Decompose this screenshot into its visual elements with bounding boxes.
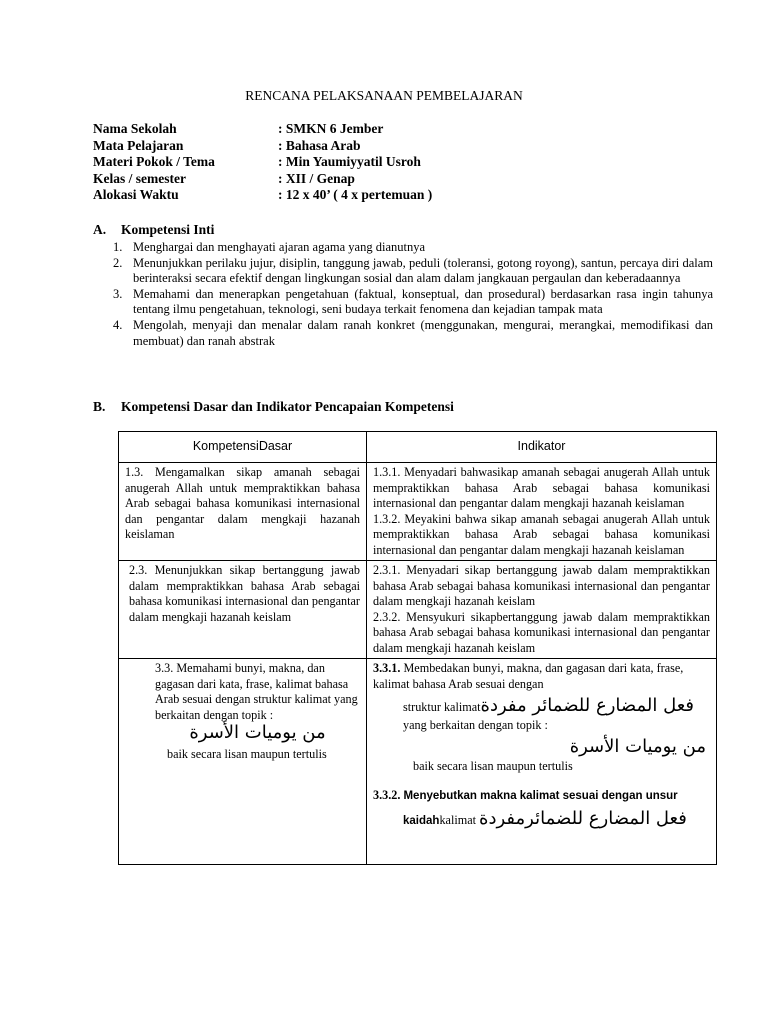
item-number: 4. bbox=[113, 317, 123, 332]
list-item bbox=[113, 240, 713, 256]
kd-cell bbox=[119, 463, 367, 561]
kalimat-label: kalimat bbox=[439, 812, 476, 827]
info-key: Nama Sekolah bbox=[93, 121, 177, 136]
section-a-heading bbox=[93, 222, 214, 238]
table-row bbox=[119, 659, 717, 865]
competency-table bbox=[118, 431, 717, 865]
list-item bbox=[113, 318, 713, 349]
indicator-number: 3.3.2. bbox=[373, 788, 401, 802]
arabic-structure: فعل المضارع للضمائر مفردة bbox=[480, 695, 695, 716]
indicator-text: 2.3.2. Mensyukuri sikapbertanggung jawab dalam mempraktikkan bahasa Arab sebagai bahasa komunikasi internasional dan pengantar dalam mengkaji hazanah keislam bbox=[373, 609, 710, 655]
section-b-heading bbox=[93, 399, 454, 415]
structure-label: struktur kalimat bbox=[403, 700, 481, 714]
core-competency-list bbox=[113, 240, 713, 349]
header-kompetensi-dasar: KompetensiDasar bbox=[119, 432, 367, 463]
item-text: Mengolah, menyaji dan menalar dalam ranah konkret (menggunakan, mengurai, merangkai, memodifikasi dan membuat) dan ranah abstrak bbox=[133, 317, 713, 348]
indicator-3-3-2 bbox=[373, 788, 710, 805]
item-number: 2. bbox=[113, 255, 123, 270]
info-row-class bbox=[93, 171, 432, 188]
indicator-text: Membedakan bunyi, makna, dan gagasan dari kata, frase, kalimat bahasa Arab sesuai dengan bbox=[373, 661, 684, 691]
topic-label: yang berkaitan dengan topik : bbox=[403, 717, 548, 732]
section-number: A. bbox=[93, 222, 107, 237]
indicator-number: 3.3.1. bbox=[373, 661, 401, 675]
table-header-row bbox=[119, 432, 717, 463]
info-key: Kelas / semester bbox=[93, 170, 186, 186]
item-number: 3. bbox=[113, 286, 123, 301]
arabic-topic: من يوميات الأسرة bbox=[569, 736, 706, 757]
document-title: RENCANA PELAKSANAAN PEMBELAJARAN bbox=[245, 88, 523, 103]
info-key: Materi Pokok / Tema bbox=[93, 154, 215, 170]
indicator-3-3-1 bbox=[373, 661, 710, 692]
info-row-topic bbox=[93, 154, 432, 171]
indicator-text: 1.3.1. Menyadari bahwasikap amanah sebagai anugerah Allah untuk mempraktikkan bahasa Arab sebagai bahasa komunikasi internasional dan pengantar dalam mengkaji hazanah keislaman bbox=[373, 465, 710, 510]
info-value: : 12 x 40’ ( 4 x pertemuan ) bbox=[278, 187, 433, 203]
structure-line bbox=[373, 695, 710, 716]
kd-cell bbox=[119, 561, 367, 659]
kd-text: 3.3. Memahami bunyi, makna, dan gagasan dari kata, frase, kalimat bahasa Arab sesuai dengan struktur kalimat yang berkaitan dengan topik : bbox=[155, 661, 358, 722]
item-text: Menghargai dan menghayati ajaran agama yang dianutnya bbox=[133, 240, 426, 254]
indicator-tail: baik secara lisan maupun tertulis bbox=[413, 758, 573, 773]
info-row-school bbox=[93, 121, 432, 138]
kaidah-line bbox=[373, 807, 710, 830]
identity-block bbox=[93, 121, 432, 204]
section-title: Kompetensi Dasar dan Indikator Pencapaian Kompetensi bbox=[121, 399, 454, 414]
list-item bbox=[113, 287, 713, 318]
indicator-cell bbox=[367, 659, 717, 865]
info-row-subject bbox=[93, 138, 432, 155]
kaidah-label: kaidah bbox=[403, 814, 440, 827]
section-title: Kompetensi Inti bbox=[121, 222, 215, 237]
arabic-topic: من يوميات الأسرة bbox=[189, 722, 326, 743]
arabic-structure: فعل المضارع للضمائرمفردة bbox=[479, 807, 687, 829]
kd-cell bbox=[119, 659, 367, 865]
info-key: Mata Pelajaran bbox=[93, 137, 184, 153]
list-item bbox=[113, 256, 713, 287]
indicator-text: 1.3.2. Meyakini bahwa sikap amanah sebagai anugerah Allah untuk mempraktikkan bahasa Arab sebagai bahasa komunikasi internasional dan pengantar dalam mengkaji hazanah keislaman bbox=[373, 511, 710, 557]
indicator-cell bbox=[367, 561, 717, 659]
item-number: 1. bbox=[113, 240, 123, 254]
info-value: : Bahasa Arab bbox=[278, 137, 361, 153]
indicator-text: 2.3.1. Menyadari sikap bertanggung jawab dalam mempraktikkan bahasa Arab sebagai bahasa komunikasi internasional dan pengantar dalam mengkaji hazanah keislam bbox=[373, 563, 710, 608]
kd-text: 2.3. Menunjukkan sikap bertanggung jawab dalam mempraktikkan bahasa Arab sebagai bahasa komunikasi internasional dan pengantar dalam mengkaji hazanah keislam bbox=[129, 563, 360, 624]
section-number: B. bbox=[93, 399, 106, 414]
info-value: : Min Yaumiyyatil Usroh bbox=[278, 154, 421, 170]
indicator-cell bbox=[367, 463, 717, 561]
kd-text: 1.3. Mengamalkan sikap amanah sebagai anugerah Allah untuk mempraktikkan bahasa Arab sebagai bahasa komunikasi internasional dan pengantar dalam mengkaji hazanah keislaman bbox=[125, 465, 360, 541]
table-row bbox=[119, 561, 717, 659]
kd-tail: baik secara lisan maupun tertulis bbox=[167, 746, 327, 761]
info-value: : SMKN 6 Jember bbox=[278, 121, 384, 136]
info-key: Alokasi Waktu bbox=[93, 187, 179, 203]
info-value: : XII / Genap bbox=[278, 170, 355, 186]
header-indikator: Indikator bbox=[367, 432, 717, 463]
item-text: Memahami dan menerapkan pengetahuan (faktual, konseptual, dan prosedural) berdasarkan rasa ingin tahunya tentang ilmu pengetahuan, teknologi, seni budaya terkait fenomena dan kejadian tampak mata bbox=[133, 286, 713, 317]
indicator-text: Menyebutkan makna kalimat sesuai dengan unsur bbox=[403, 790, 678, 802]
item-text: Menunjukkan perilaku jujur, disiplin, tanggung jawab, peduli (toleransi, gotong royong), santun, percaya diri dalam berinteraksi secara efektif dengan lingkungan sosial dan alam dalam jangkauan pergaulan dan keberadaannya bbox=[133, 255, 713, 286]
table-row bbox=[119, 463, 717, 561]
info-row-time bbox=[93, 187, 432, 204]
